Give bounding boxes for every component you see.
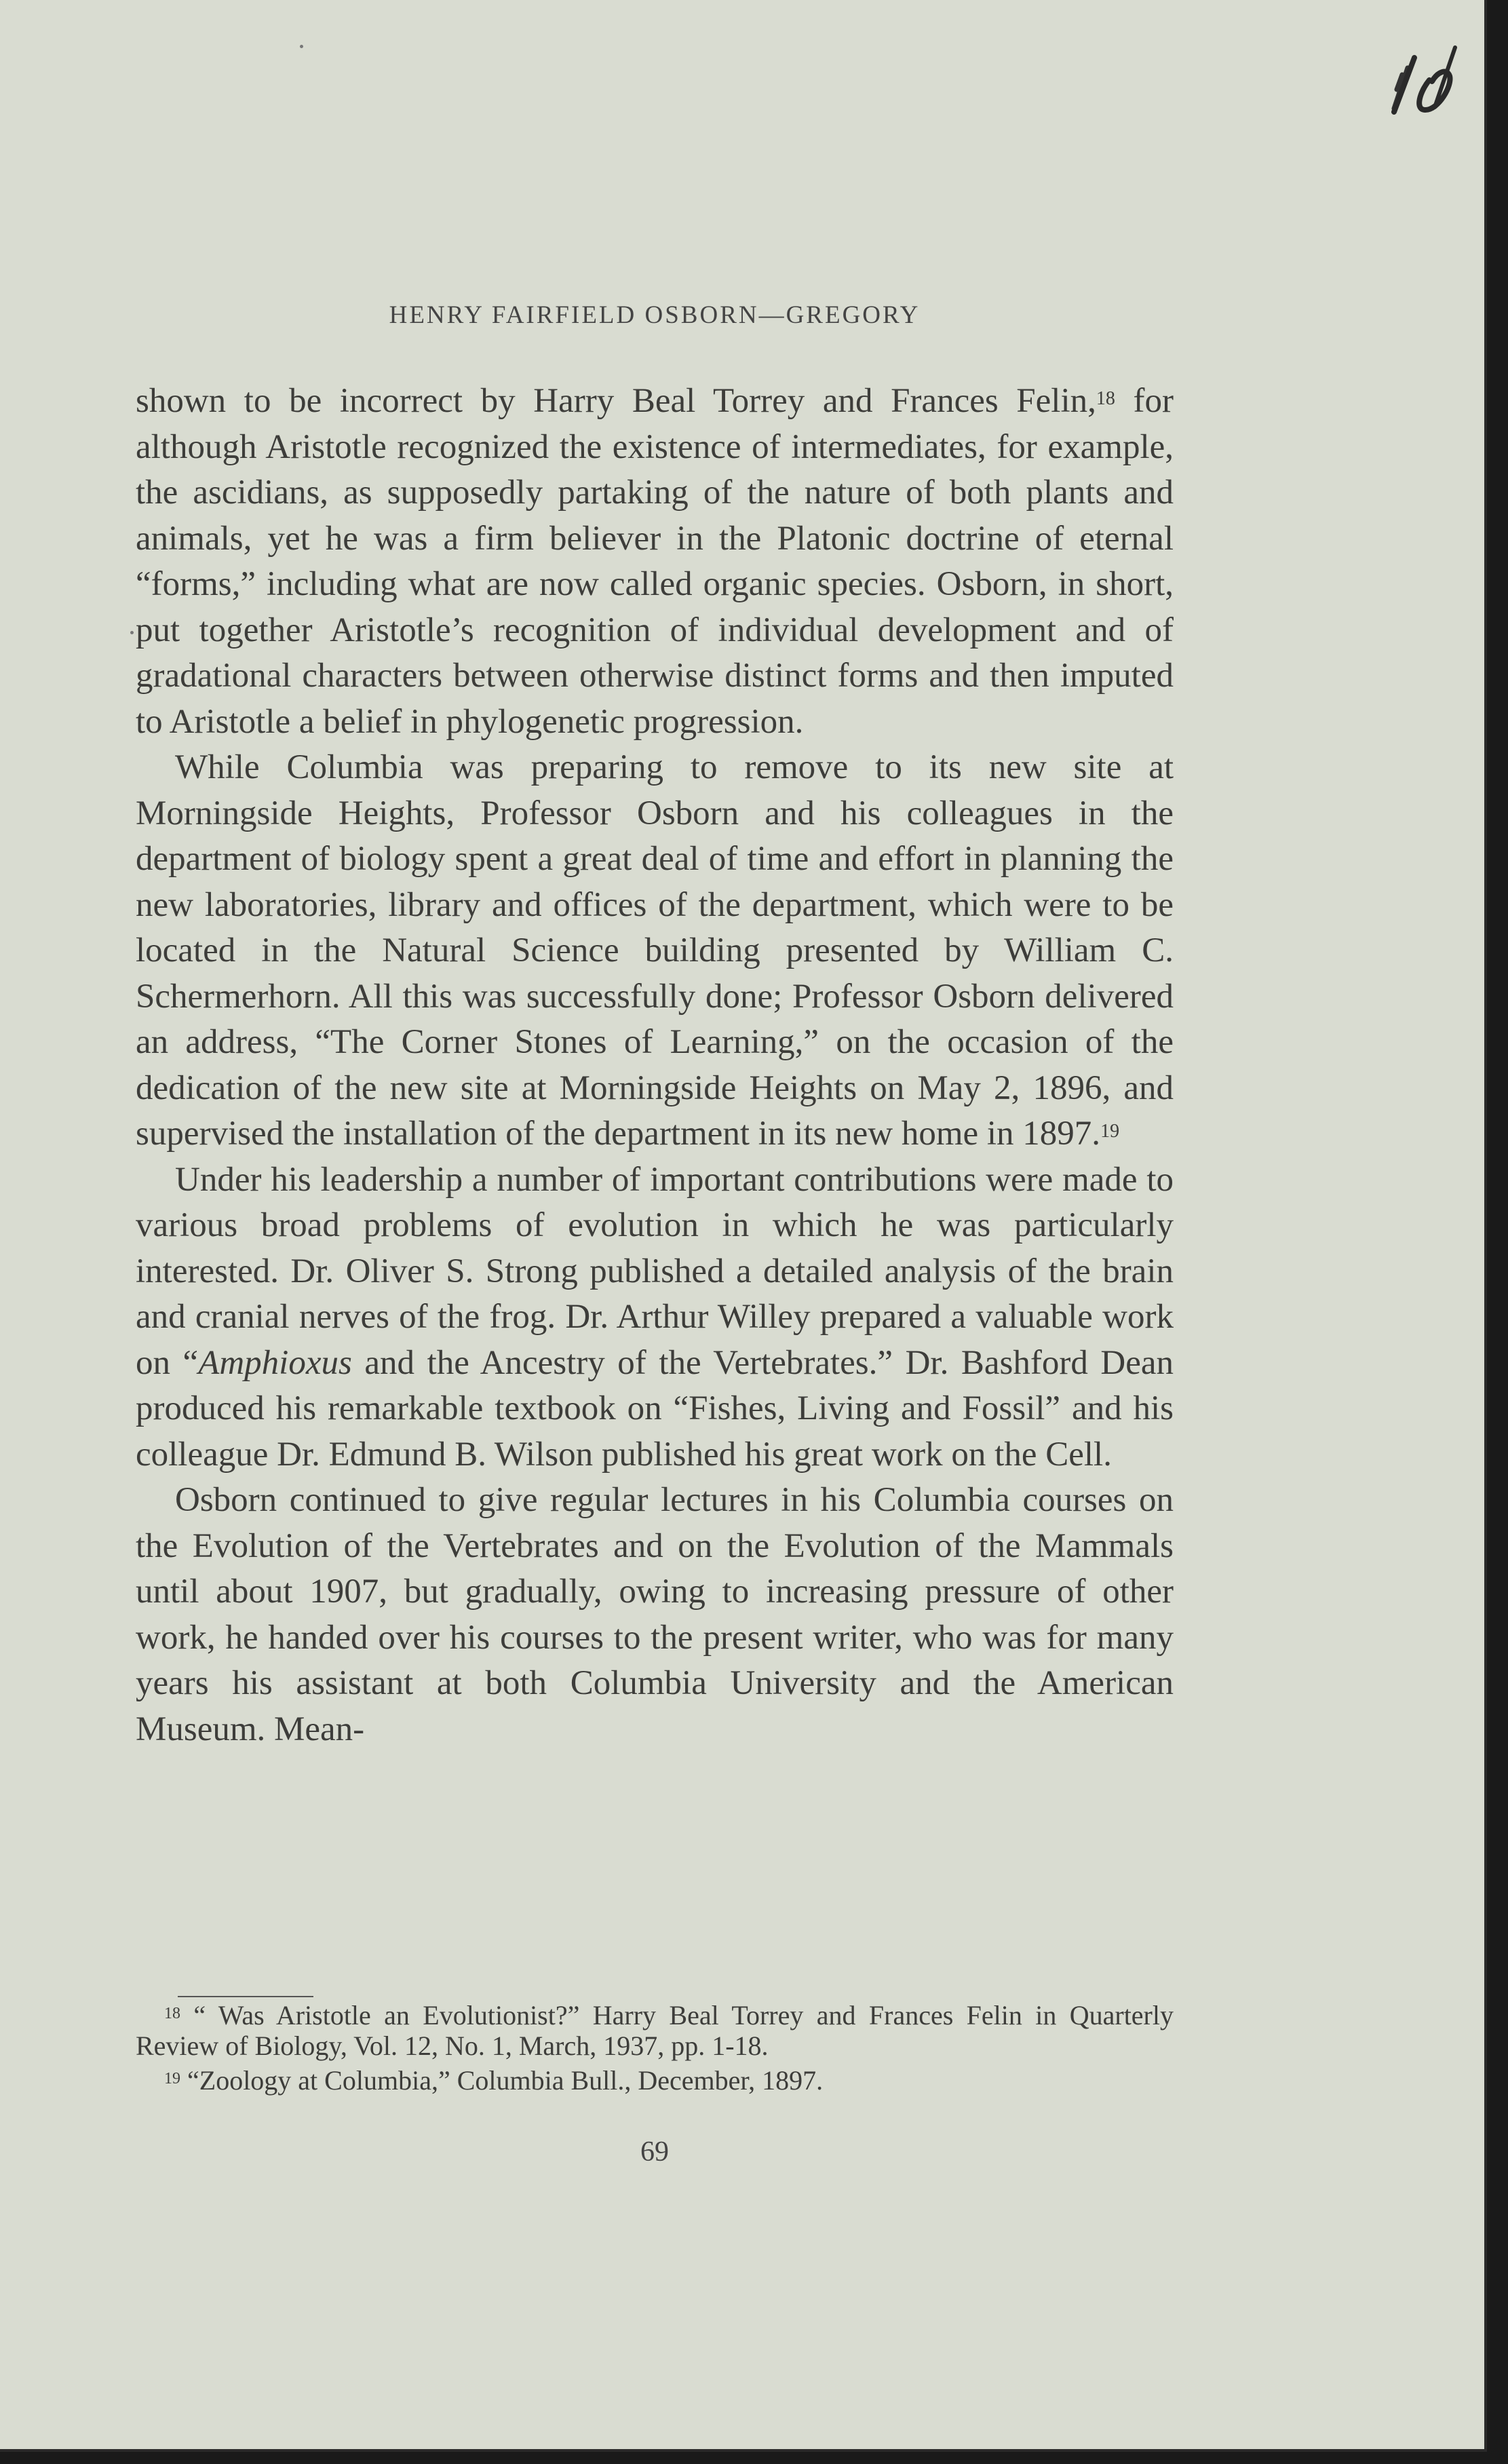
paragraph-text: While Columbia was preparing to remove to its new site at Morningside Heights, Professor Osborn and his colleagues in the department of biology spent a great deal of time and effort in planning the new laboratories, library and offices of the department, which were to be located in the Natural Science building presented by William C. Schermerhorn. All this was successfully done; Professor Osborn delivered an address, “The Corner Stones of Learning,” on the occasion of the dedication of the new site at Morningside Heights on May 2, 1896, and supervised the installation of the department in its new home in 1897. xyxy=(136,748,1174,1153)
italic-title: Amphioxus xyxy=(198,1343,352,1382)
footnote-19 xyxy=(136,2065,1174,2096)
footnote-ref-18: 18 xyxy=(1096,388,1115,409)
footnote-number: 18 xyxy=(164,2005,180,2022)
paragraph-3 xyxy=(136,1157,1174,1478)
paragraph-text: Under his leadership a number of important contributions were made to various broad problems of evolution in which he was particularly interested. Dr. Oliver S. Strong published a detailed analysis of the brain and cranial nerves of the frog. Dr. Arthur Willey prepared a valuable work on “ xyxy=(136,1160,1174,1382)
paragraph-text-continued: and the Ancestry of the Vertebrates.” Dr. Bashford Dean produced his remarkable textbook on “Fishes, Living and Fossil” and his colleague Dr. Edmund B. Wilson published his great work on the Cell. xyxy=(136,1343,1174,1474)
paragraph-2 xyxy=(136,745,1174,1157)
footnotes xyxy=(136,2000,1174,2096)
footnote-text: “ Was Aristotle an Evolutionist?” Harry Beal Torrey and Frances Felin in Quarterly Review of Biology, Vol. 12, No. 1, March, 1937, pp. 1-18. xyxy=(136,2000,1174,2061)
paragraph-text: shown to be incorrect by Harry Beal Torrey and Frances Felin, xyxy=(136,382,1096,420)
footnote-ref-19: 19 xyxy=(1100,1121,1120,1142)
paper-speck xyxy=(130,631,134,634)
footnote-18 xyxy=(136,2000,1174,2061)
handwritten-page-mark xyxy=(1387,27,1469,115)
footnote-divider xyxy=(178,1996,313,1997)
page-number: 69 xyxy=(640,2136,669,2168)
running-head: HENRY FAIRFIELD OSBORN—GREGORY xyxy=(389,301,921,329)
body-text xyxy=(136,379,1174,1752)
footnote-number: 19 xyxy=(164,2070,180,2087)
footnote-text: “Zoology at Columbia,” Columbia Bull., December, 1897. xyxy=(180,2065,824,2096)
paragraph-4 xyxy=(136,1478,1174,1752)
paper-speck xyxy=(300,45,303,48)
paragraph-text: Osborn continued to give regular lectures in his Columbia courses on the Evolution of the Vertebrates and on the Evolution of the Mammals until about 1907, but gradually, owing to increasing pressure of other work, he handed over his courses to the present writer, who was for many years his assistant at both Columbia University and the American Museum. Mean- xyxy=(136,1481,1174,1748)
paragraph-text-continued: for although Aristotle recognized the existence of intermediates, for example, the ascidians, as supposedly partaking of the nature of both plants and animals, yet he was a firm believer in the Platonic doctrine of eternal “forms,” including what are now called organic species. Osborn, in short, put together Aristotle’s recognition of individual development and of gradational characters between otherwise distinct forms and then imputed to Aristotle a belief in phylogenetic progression. xyxy=(136,382,1174,741)
paragraph-1 xyxy=(136,379,1174,745)
